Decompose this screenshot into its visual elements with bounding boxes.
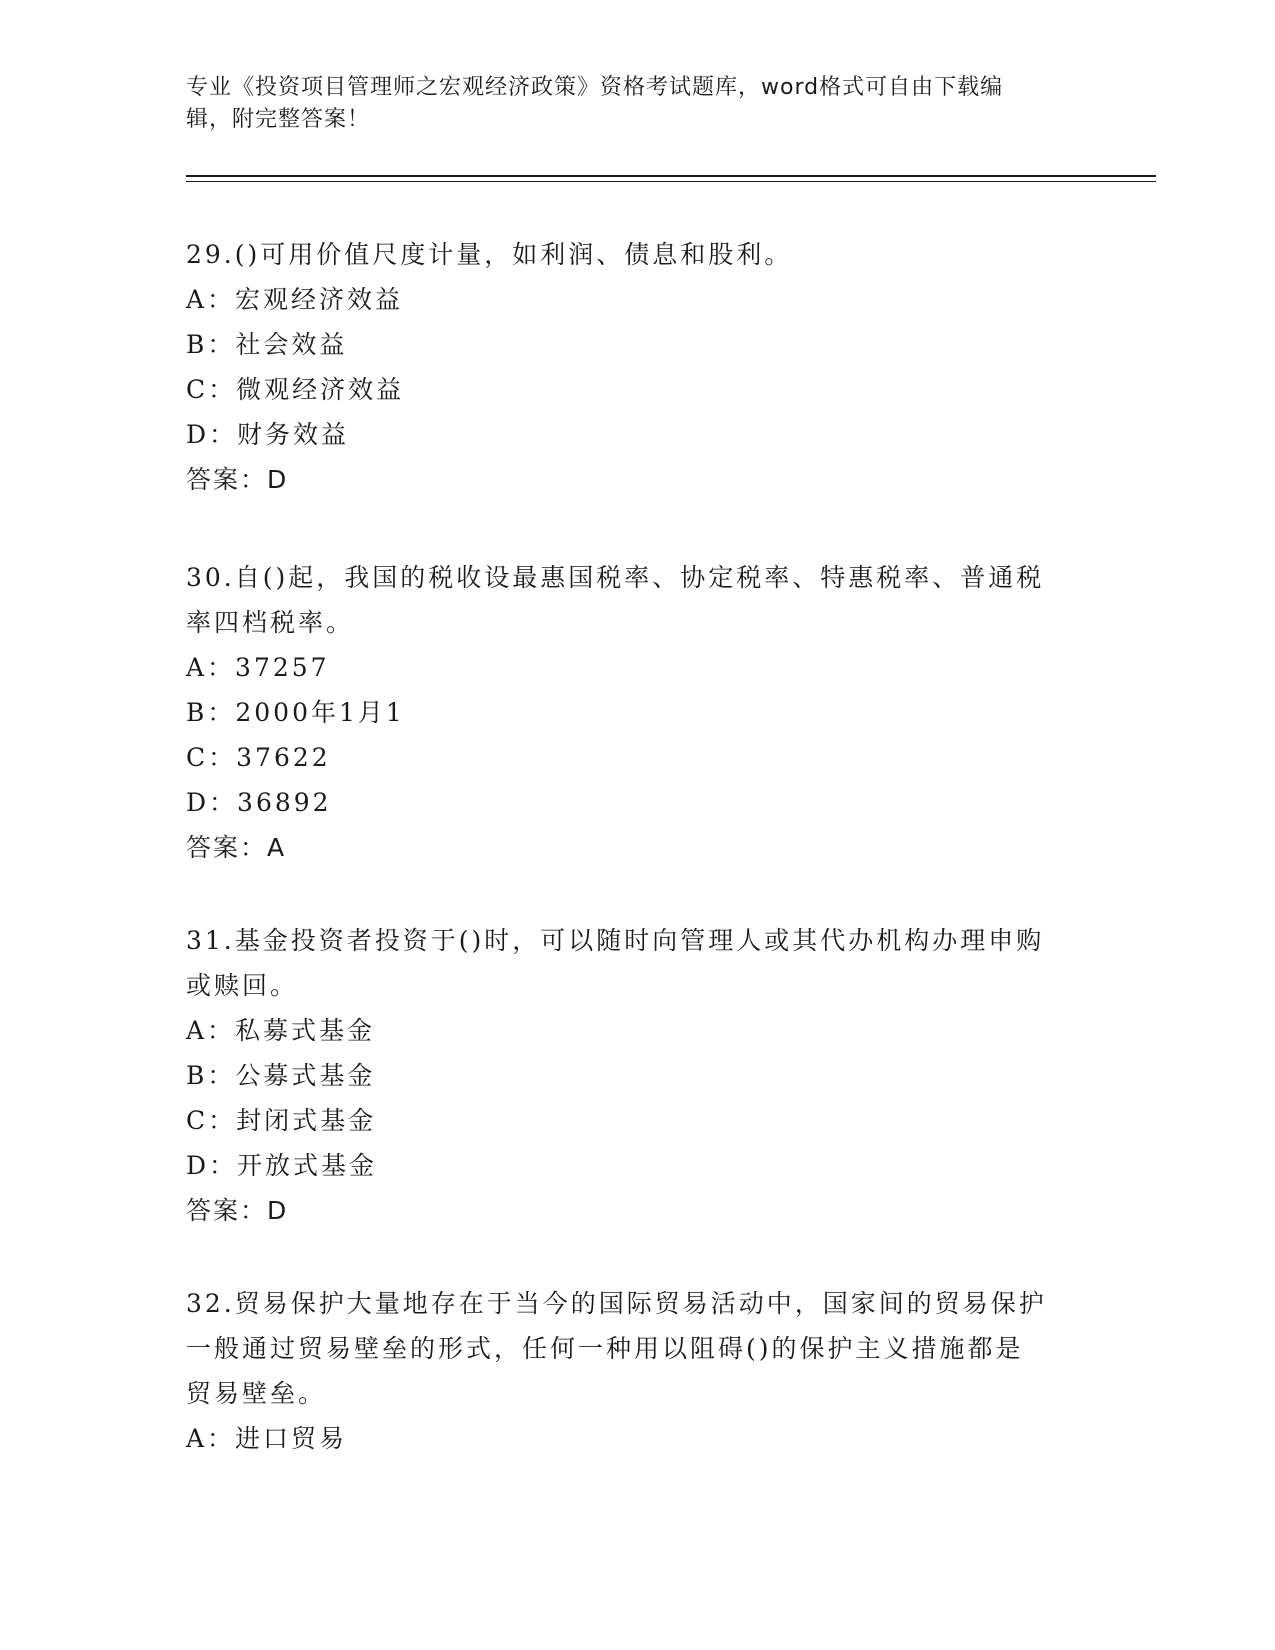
- question-31: [186, 918, 1086, 1233]
- question-stem-continued: 或赎回。: [186, 971, 299, 1000]
- header-line-2: 辑，附完整答案！: [186, 107, 371, 132]
- answer-line: 答案：A: [186, 833, 287, 862]
- header-divider-thick: [186, 175, 1156, 177]
- option-b: B：2000年1月1: [186, 698, 405, 727]
- document-header: [186, 72, 1086, 136]
- option-a: A：宏观经济效益: [186, 285, 404, 314]
- question-stem: 30.自()起，我国的税收设最惠国税率、协定税率、特惠税率、普通税: [186, 563, 1045, 592]
- question-stem-continued: 一般通过贸易壁垒的形式，任何一种用以阻碍()的保护主义措施都是: [186, 1334, 1024, 1363]
- question-stem: 31.基金投资者投资于()时，可以随时向管理人或其代办机构办理申购: [186, 926, 1045, 955]
- header-line-1: 专业《投资项目管理师之宏观经济政策》资格考试题库，word格式可自由下载编: [186, 75, 1004, 100]
- option-c: C：微观经济效益: [186, 375, 405, 404]
- option-d: D：36892: [186, 788, 332, 817]
- option-a: A：37257: [186, 653, 330, 682]
- option-b: B：社会效益: [186, 330, 348, 359]
- question-stem-continued: 率四档税率。: [186, 608, 355, 637]
- answer-line: 答案：D: [186, 1196, 289, 1225]
- answer-line: 答案：D: [186, 465, 289, 494]
- option-b: B：公募式基金: [186, 1061, 376, 1090]
- question-29: [186, 232, 1086, 502]
- option-a: A：私募式基金: [186, 1016, 376, 1045]
- question-32: [186, 1281, 1086, 1461]
- question-stem: 29.()可用价值尺度计量，如利润、债息和股利。: [186, 240, 793, 269]
- option-c: C：封闭式基金: [186, 1106, 377, 1135]
- question-30: [186, 555, 1086, 870]
- question-stem-continued: 贸易壁垒。: [186, 1379, 327, 1408]
- option-a: A：进口贸易: [186, 1424, 348, 1453]
- option-d: D：财务效益: [186, 420, 350, 449]
- option-c: C：37622: [186, 743, 331, 772]
- header-divider-thin: [186, 181, 1156, 182]
- option-d: D：开放式基金: [186, 1151, 378, 1180]
- question-stem: 32.贸易保护大量地存在于当今的国际贸易活动中，国家间的贸易保护: [186, 1289, 1047, 1318]
